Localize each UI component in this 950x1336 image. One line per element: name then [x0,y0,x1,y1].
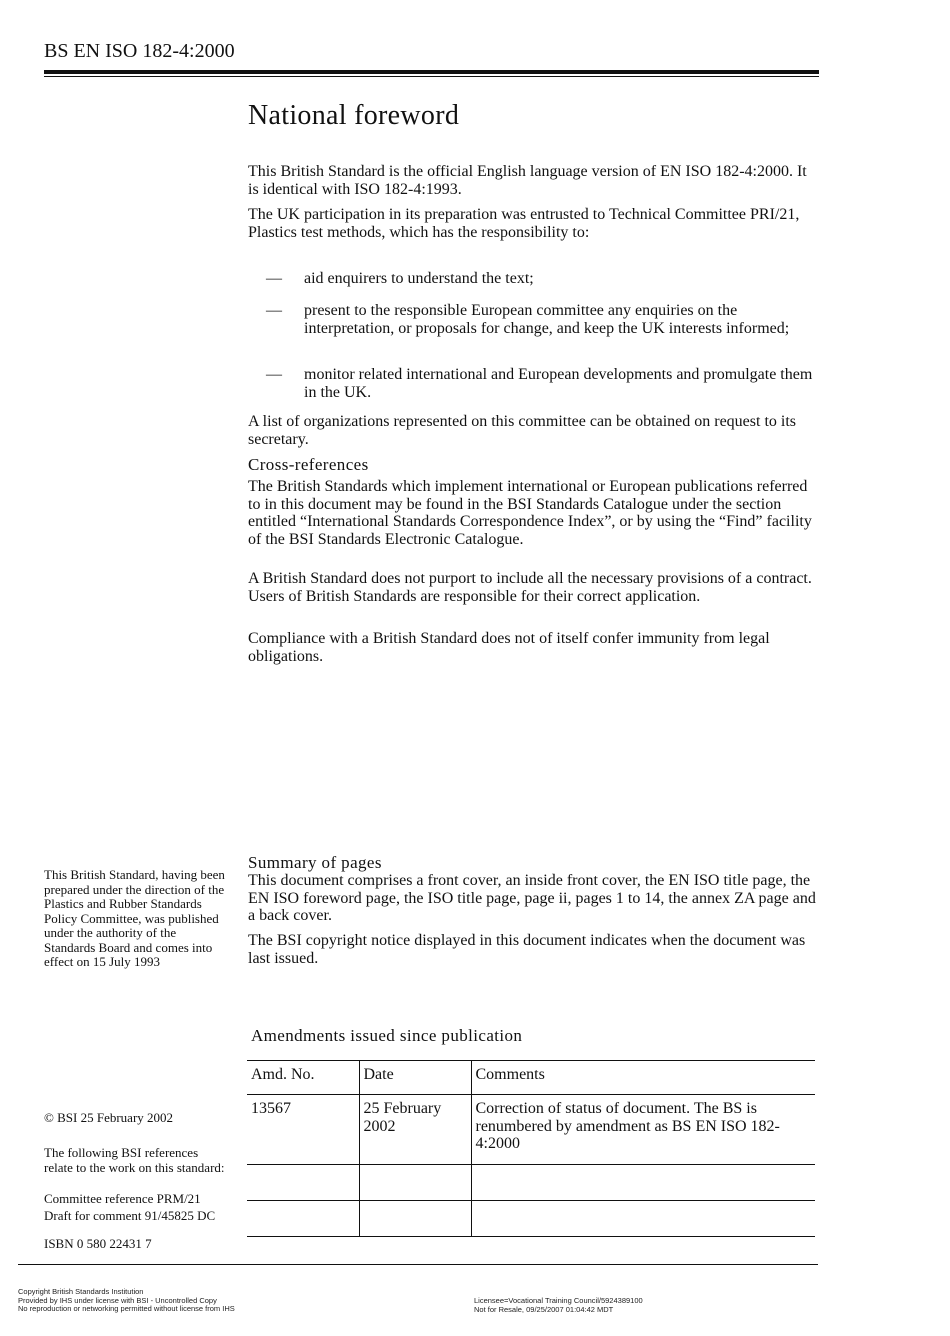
footer-left [18,1288,338,1314]
committee-list-paragraph: A list of organizations represented on this committee can be obtained on request to its secretary. [248,413,797,448]
amendments-heading: Amendments issued since publication [251,1026,523,1045]
cell-comments [471,1201,815,1237]
table-row [247,1165,815,1201]
footer-left-line: Provided by IHS under license with BSI - Uncontrolled Copy [18,1295,217,1305]
list-item-text: present to the responsible European committee any enquiries on the interpretation, or proposals for change, and keep the UK interests informed; [304,302,790,337]
cell-amd-no [247,1165,359,1201]
publication-note: This British Standard, having been prepared under the direction of the Plastics and Rubber Standards Policy Committee, was published under the authority of the Standards Board and comes into effect on 15 July 1993 [44,867,225,969]
cell-amd-no [247,1201,359,1237]
footer-left-line: No reproduction or networking permitted without license from IHS [18,1304,235,1313]
intro-text-1: This British Standard is the official English language version of EN ISO 182-4:2000. It is identical with ISO 182-4:1993. [248,163,807,198]
amendments-table [247,1060,815,1237]
footer-right [474,1297,774,1314]
copyright-notice: © BSI 25 February 2002 [44,1110,174,1125]
draft-reference: Draft for comment 91/45825 DC [44,1208,216,1223]
footer-right-line: Not for Resale, 09/25/2007 01:04:42 MDT [474,1304,614,1314]
page-title: National foreword [248,100,460,131]
intro-text-2: The UK participation in its preparation was entrusted to Technical Committee PRI/21, Plastics test methods, which has the responsibility to: [248,206,800,241]
cell-comments [471,1165,815,1201]
dash-marker: — [266,270,282,287]
cross-ref-paragraph-3: Compliance with a British Standard does not of itself confer immunity from legal obligations. [248,630,770,665]
table-row [247,1201,815,1237]
cross-ref-paragraph-1: The British Standards which implement international or European publications referred to in this document may be found in the BSI Standards Catalogue under the section entitled “International Standards Correspondence Index”, or by using the “Find” facility of the BSI Standards Electronic Catalogue. [248,478,812,548]
dash-marker: — [266,302,282,319]
cross-ref-paragraph-2: A British Standard does not purport to include all the necessary provisions of a contract. Users of British Standards are responsible for their correct application. [248,570,812,605]
table-row [247,1095,815,1165]
footer-left-line: Copyright British Standards Institution [18,1287,144,1296]
cell-date [359,1165,471,1201]
cross-references-heading: Cross-references [248,455,369,474]
cell-date [359,1201,471,1237]
intro-paragraph-2 [248,206,820,241]
list-item-text: aid enquirers to understand the text; [304,270,534,287]
column-header-comments: Comments [471,1061,815,1095]
committee-reference: Committee reference PRM/21 [44,1191,201,1206]
summary-paragraph-2: The BSI copyright notice displayed in this document indicates when the document was last issued. [248,932,806,967]
header-rule-thin [44,76,819,77]
cell-date: 25 February 2002 [359,1095,471,1165]
column-header-amd-no: Amd. No. [247,1061,359,1095]
summary-paragraph-1: This document comprises a front cover, an inside front cover, the EN ISO title page, the EN ISO foreword page, the ISO title page, page ii, pages 1 to 14, the annex ZA page and a back cover. [248,872,816,924]
footer-rule [18,1264,818,1265]
header-rule-thick [44,70,819,74]
references-intro: The following BSI references relate to the work on this standard: [44,1145,225,1175]
cell-comments: Correction of status of document. The BS is renumbered by amendment as BS EN ISO 182-4:2000 [471,1095,815,1165]
table-header-row [247,1061,815,1095]
isbn: ISBN 0 580 22431 7 [44,1236,152,1251]
dash-marker: — [266,366,282,383]
cell-amd-no: 13567 [247,1095,359,1165]
list-item-text: monitor related international and European developments and promulgate them in the UK. [304,366,813,401]
footer-right-line: Licensee=Vocational Training Council/5924389100 [474,1296,643,1305]
document-id: BS EN ISO 182-4:2000 [44,40,235,62]
column-header-date: Date [359,1061,471,1095]
summary-heading: Summary of pages [248,853,382,872]
intro-paragraph-1 [248,163,820,198]
